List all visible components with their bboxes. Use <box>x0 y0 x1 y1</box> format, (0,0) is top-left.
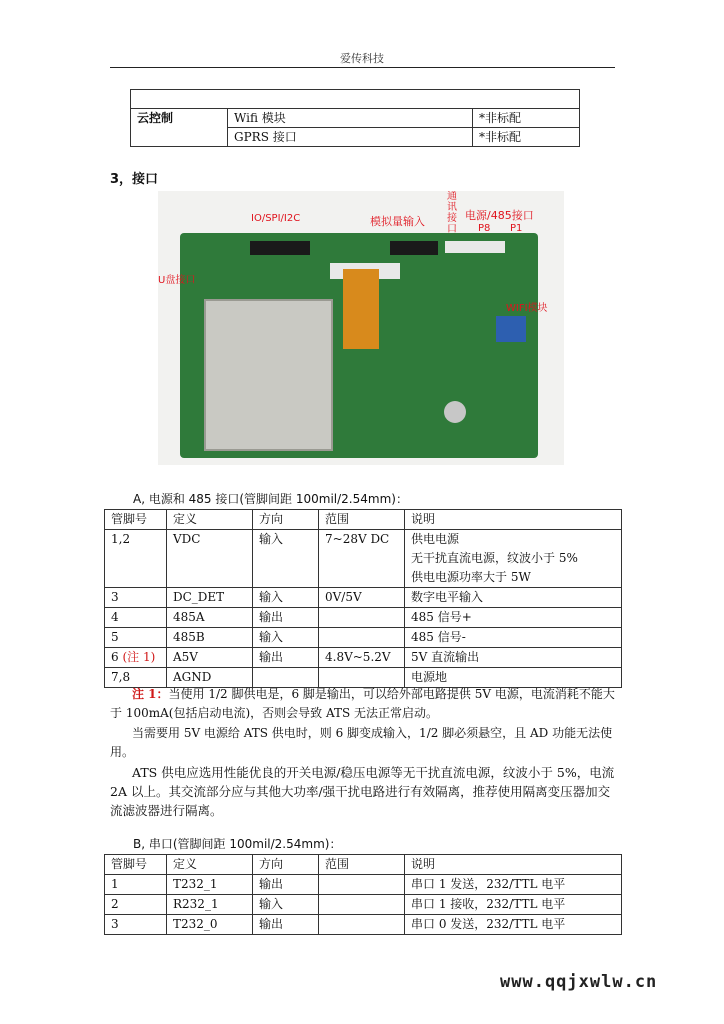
table-cell <box>319 628 405 648</box>
table-cell: 485 信号+ <box>405 608 622 628</box>
note-paragraph-3: ATS 供电应选用性能优良的开关电源/稳压电源等无干扰直流电源，纹波小于 5%，电流 2A 以上。其交流部分应与其他大功率/强干扰电路进行有效隔离，推荐使用隔离变压器加交流滤波器进行隔离。 <box>110 765 615 818</box>
table-cell: 2 <box>105 895 167 915</box>
table-row <box>105 530 622 588</box>
table-header-row <box>105 510 622 530</box>
photo-label-p1: P1 <box>510 223 523 234</box>
table-row <box>105 875 622 895</box>
table-cell: VDC <box>167 530 253 588</box>
column-header: 管脚号 <box>105 510 167 530</box>
pin-note: (注 1) <box>122 650 156 664</box>
table-header-row <box>105 855 622 875</box>
table-cell <box>319 875 405 895</box>
note-paragraph-2: 当需要用 5V 电源给 ATS 供电时，则 6 脚变成输入，1/2 脚必须悬空，且 AD 功能无法使用。 <box>110 726 613 759</box>
table-cell: GPRS 接口 <box>228 128 473 147</box>
table-row <box>105 915 622 935</box>
table-cell: 1,2 <box>105 530 167 588</box>
table-row <box>105 608 622 628</box>
table-cell: 3 <box>105 588 167 608</box>
board-photo <box>158 191 564 465</box>
column-header: 说明 <box>405 855 622 875</box>
table-cell: Wifi 模块 <box>228 109 473 128</box>
table-cell: 电源地 <box>405 668 622 688</box>
column-header: 范围 <box>319 855 405 875</box>
table-cell: 1 <box>105 875 167 895</box>
column-header: 管脚号 <box>105 855 167 875</box>
photo-label-power: 电源/485接口 <box>465 209 534 222</box>
table-cell: 串口 1 发送，232/TTL 电平 <box>405 875 622 895</box>
table-cell: 0V/5V <box>319 588 405 608</box>
table-cell: 485B <box>167 628 253 648</box>
table-row <box>105 628 622 648</box>
photo-label-io: IO/SPI/I2C <box>251 213 301 224</box>
table-row <box>105 648 622 668</box>
power-485-table <box>104 509 622 688</box>
table-a-caption: A, 电源和 485 接口(管脚间距 100mil/2.54mm)： <box>133 492 408 506</box>
table-cell: 输出 <box>253 915 319 935</box>
table-cell: 5V 直流输出 <box>405 648 622 668</box>
coin-battery <box>444 401 466 423</box>
table-cell: 7~28V DC <box>319 530 405 588</box>
table-cell: 485A <box>167 608 253 628</box>
table-cell: 3 <box>105 915 167 935</box>
table-cell <box>131 90 580 109</box>
table-row <box>131 109 580 128</box>
section-title: 3，接口 <box>110 172 159 187</box>
table-cell: 输入 <box>253 628 319 648</box>
analog-header <box>390 241 438 255</box>
table-cell: 输出 <box>253 875 319 895</box>
watermark: www.qqjxwlw.cn <box>500 972 658 992</box>
table-cell <box>105 648 167 668</box>
table-cell: 输出 <box>253 648 319 668</box>
page-header: 爱传科技 <box>340 52 384 65</box>
table-cell: 数字电平输入 <box>405 588 622 608</box>
photo-label-wifi: WIFI模块 <box>506 303 548 314</box>
table-cell: 云控制 <box>131 109 228 147</box>
desc-line: 供电电源 <box>411 532 460 546</box>
column-header: 定义 <box>167 855 253 875</box>
table-cell: *非标配 <box>473 128 580 147</box>
table-cell <box>405 530 622 588</box>
column-header: 范围 <box>319 510 405 530</box>
table-b-caption: B, 串口(管脚间距 100mil/2.54mm)： <box>133 837 342 851</box>
table-cell: 输出 <box>253 608 319 628</box>
table-cell: 4.8V~5.2V <box>319 648 405 668</box>
table-cell <box>319 915 405 935</box>
note-label: 注 1： <box>132 687 169 701</box>
photo-label-p8: P8 <box>478 223 491 234</box>
table-cell: 串口 0 发送，232/TTL 电平 <box>405 915 622 935</box>
column-header: 方向 <box>253 855 319 875</box>
table-row <box>105 895 622 915</box>
table-cell: 串口 1 接收，232/TTL 电平 <box>405 895 622 915</box>
table-cell: AGND <box>167 668 253 688</box>
io-header <box>250 241 310 255</box>
flex-cable <box>343 269 379 349</box>
table-cell: *非标配 <box>473 109 580 128</box>
lcd-panel <box>204 299 333 451</box>
table-cell: T232_0 <box>167 915 253 935</box>
photo-label-analog: 模拟量输入 <box>370 215 425 228</box>
serial-table <box>104 854 622 935</box>
note-text: 当使用 1/2 脚供电是，6 脚是输出，可以给外部电路提供 5V 电源，电流消耗不能大于 100mA(包括启动电流)，否则会导致 ATS 无法正常启动。 <box>110 687 615 720</box>
table-cell: T232_1 <box>167 875 253 895</box>
wifi-module <box>496 316 526 342</box>
column-header: 定义 <box>167 510 253 530</box>
table-cell: 4 <box>105 608 167 628</box>
table-cell: 5 <box>105 628 167 648</box>
pin-number: 6 <box>111 650 119 664</box>
table-row <box>105 588 622 608</box>
cloud-control-table <box>130 89 580 147</box>
desc-line: 供电电源功率大于 5W <box>411 570 531 584</box>
table-cell: 输入 <box>253 530 319 588</box>
note-1 <box>110 685 620 723</box>
column-header: 说明 <box>405 510 622 530</box>
table-cell: A5V <box>167 648 253 668</box>
table-cell <box>319 608 405 628</box>
table-cell: 485 信号- <box>405 628 622 648</box>
table-row <box>131 90 580 109</box>
table-cell: DC_DET <box>167 588 253 608</box>
table-cell: R232_1 <box>167 895 253 915</box>
table-cell: 输入 <box>253 588 319 608</box>
table-cell: 输入 <box>253 895 319 915</box>
connector-white <box>445 241 505 253</box>
table-cell: 7,8 <box>105 668 167 688</box>
desc-line: 无干扰直流电源，纹波小于 5% <box>411 551 578 565</box>
header-divider <box>110 67 615 68</box>
photo-label-udisk: U盘接口 <box>158 275 196 286</box>
table-cell <box>319 895 405 915</box>
column-header: 方向 <box>253 510 319 530</box>
photo-label-comm: 通讯接口 <box>447 191 457 235</box>
